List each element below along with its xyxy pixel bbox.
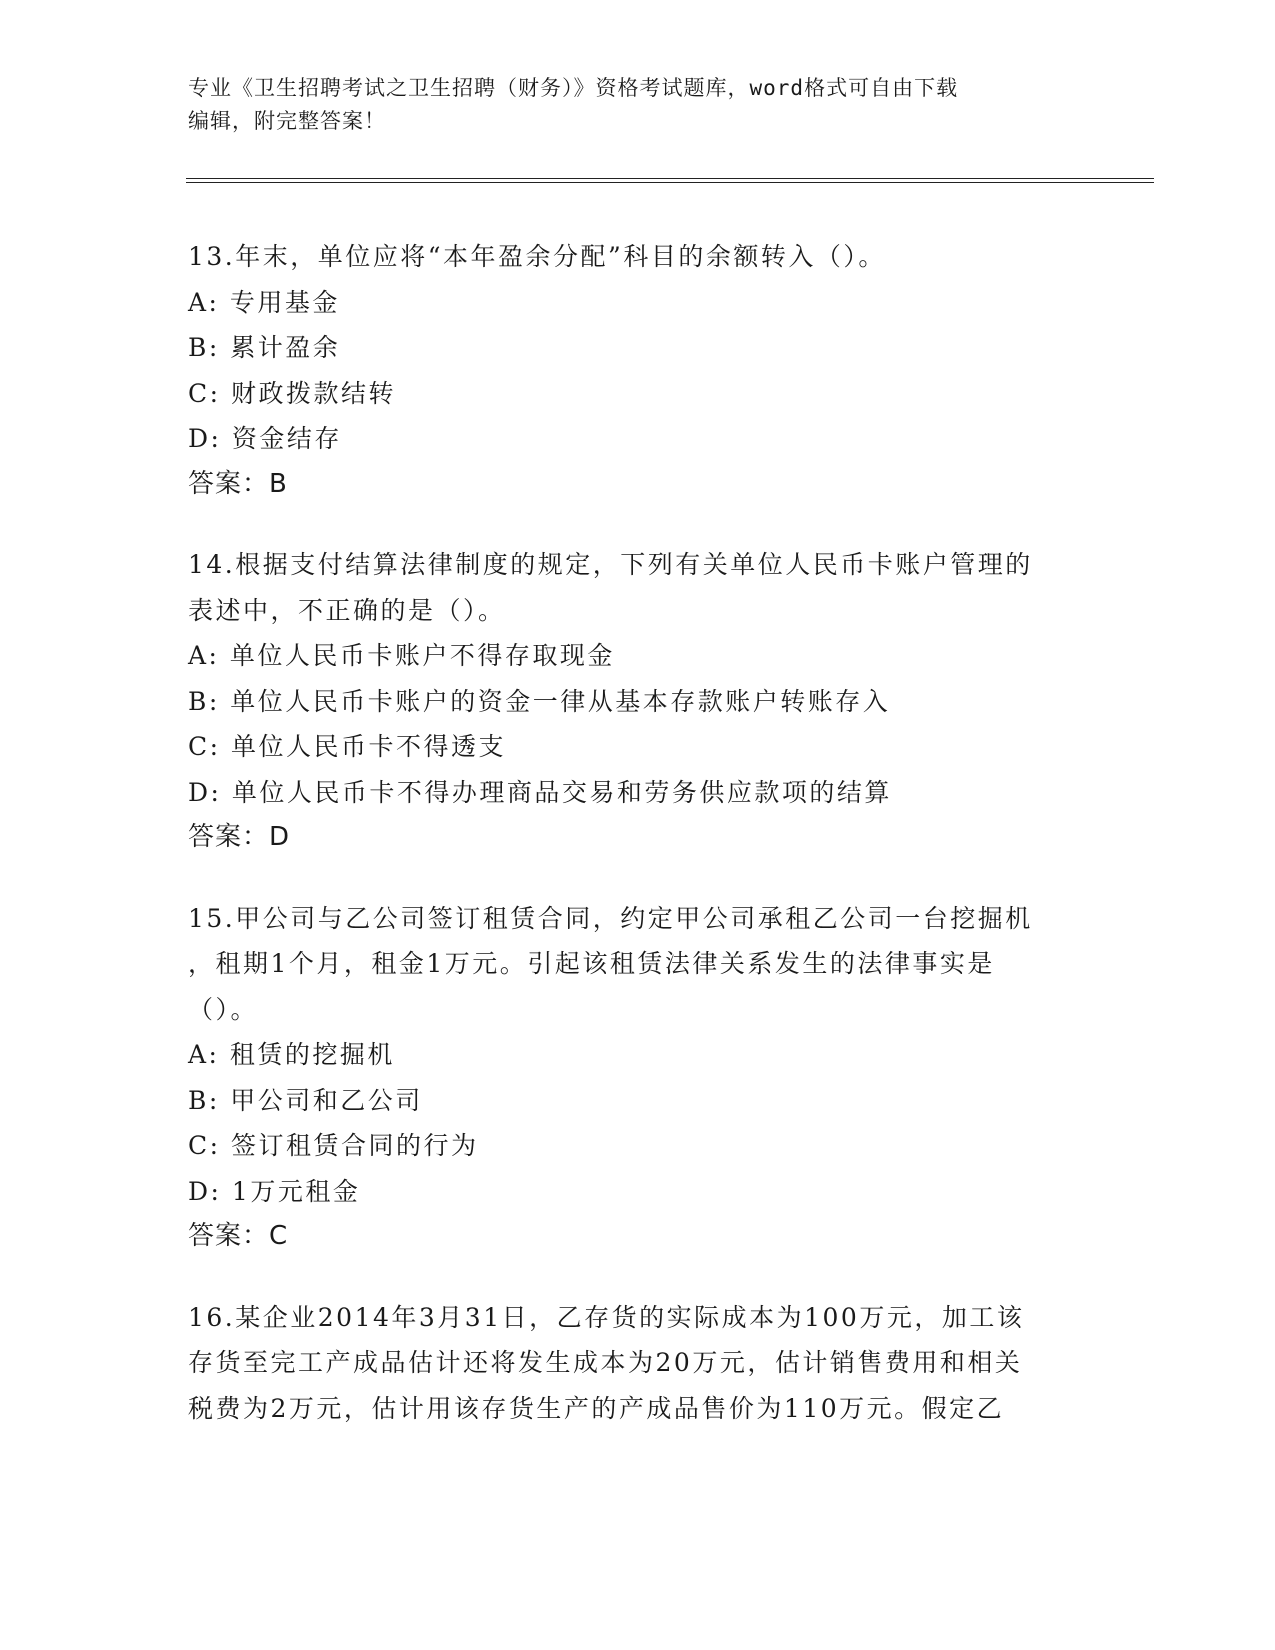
question-14 <box>188 542 1088 861</box>
option-a: A: 单位人民币卡账户不得存取现金 <box>188 641 615 670</box>
question-text: 13.年末，单位应将“本年盈余分配”科目的余额转入（）。 <box>188 242 886 271</box>
header-line-2: 编辑，附完整答案！ <box>188 109 386 133</box>
question-text-line-1: 16.某企业2014年3月31日，乙存货的实际成本为100万元，加工该 <box>188 1302 1025 1332</box>
answer-line: 答案：B <box>188 468 288 499</box>
header-divider-bottom <box>186 182 1154 183</box>
option-c: C: 签订租赁合同的行为 <box>188 1131 479 1160</box>
header-line-1: 专业《卫生招聘考试之卫生招聘（财务）》资格考试题库，word格式可自由下载 <box>188 76 959 100</box>
option-c: C: 单位人民币卡不得透支 <box>188 732 506 761</box>
question-text-line-2: 表述中，不正确的是（）。 <box>188 595 506 625</box>
option-d: D: 资金结存 <box>188 424 342 453</box>
answer-line: 答案：C <box>188 1221 289 1251</box>
option-a: A: 租赁的挖掘机 <box>188 1040 395 1069</box>
option-d: D: 1万元租金 <box>188 1176 361 1206</box>
question-text-line-3: （）。 <box>188 994 259 1024</box>
header-divider-top <box>186 178 1154 179</box>
question-text-line-2: ，租期1个月，租金1万元。引起该租赁法律关系发生的法律事实是 <box>188 949 995 978</box>
answer-line: 答案：D <box>188 822 291 852</box>
question-text-line-2: 存货至完工产成品估计还将发生成本为20万元，估计销售费用和相关 <box>188 1348 1023 1377</box>
question-13 <box>188 234 1088 507</box>
question-15 <box>188 896 1088 1260</box>
option-b: B: 甲公司和乙公司 <box>188 1085 423 1115</box>
question-list <box>188 234 1088 1466</box>
option-b: B: 单位人民币卡账户的资金一律从基本存款账户转账存入 <box>188 686 891 716</box>
option-c: C: 财政拨款结转 <box>188 378 396 408</box>
option-d: D: 单位人民币卡不得办理商品交易和劳务供应款项的结算 <box>188 777 892 807</box>
document-header <box>188 72 1068 138</box>
question-text-line-1: 15.甲公司与乙公司签订租赁合同，约定甲公司承租乙公司一台挖掘机 <box>188 903 1033 933</box>
question-16 <box>188 1295 1088 1432</box>
option-a: A: 专用基金 <box>188 287 340 317</box>
question-text-line-1: 14.根据支付结算法律制度的规定，下列有关单位人民币卡账户管理的 <box>188 550 1033 579</box>
question-text-line-3: 税费为2万元，估计用该存货生产的产成品售价为110万元。假定乙 <box>188 1393 1005 1423</box>
option-b: B: 累计盈余 <box>188 333 341 362</box>
